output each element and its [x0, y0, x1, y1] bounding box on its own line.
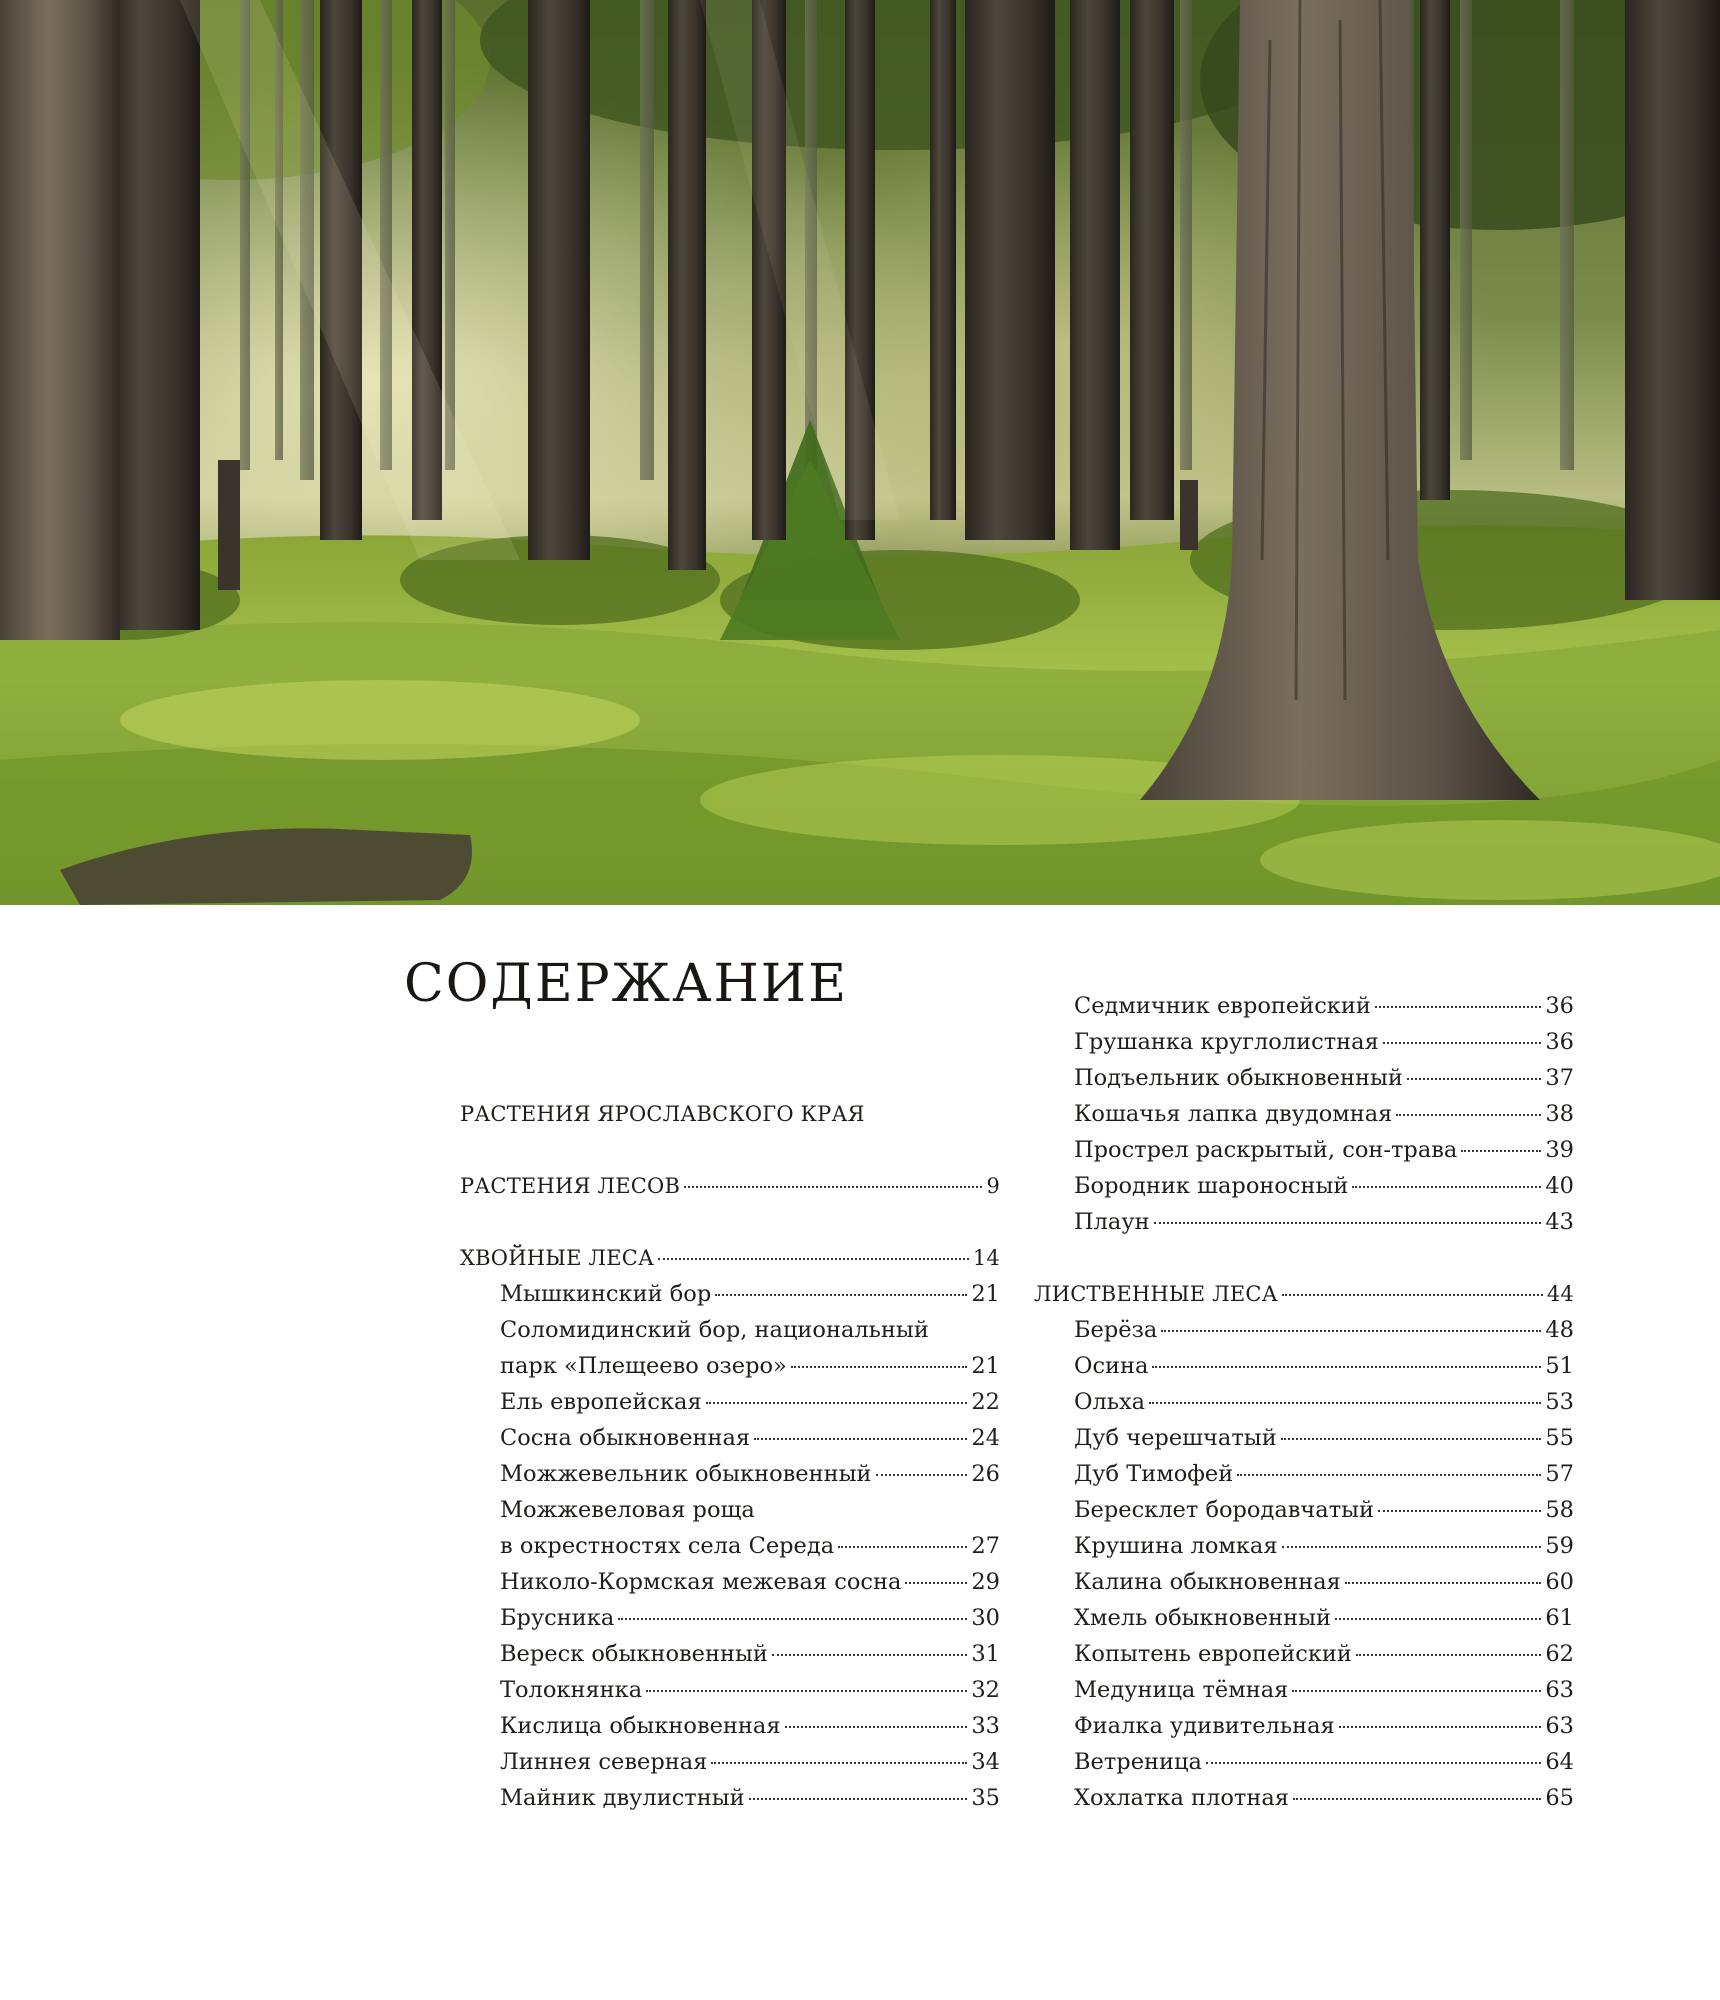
toc-entry-label: Брусника	[500, 1605, 615, 1631]
toc-dot-leader	[1352, 1186, 1541, 1188]
toc-dot-leader	[1282, 1294, 1543, 1296]
toc-section-entry[interactable]	[460, 1168, 1000, 1204]
toc-entry-label: Бересклет бородавчатый	[1074, 1497, 1375, 1523]
toc-page-number: 38	[1545, 1101, 1574, 1127]
toc-dot-leader	[1281, 1438, 1542, 1440]
toc-entry[interactable]	[1034, 1456, 1574, 1492]
toc-page-number: 65	[1545, 1785, 1574, 1811]
toc-entry-label: Фиалка удивительная	[1074, 1713, 1335, 1739]
toc-entry[interactable]	[1034, 1492, 1574, 1528]
toc-dot-leader	[772, 1654, 967, 1656]
toc-dot-leader	[838, 1546, 967, 1548]
toc-dot-leader	[1206, 1762, 1541, 1764]
toc-spacer	[1034, 1240, 1574, 1276]
toc-dot-leader	[1152, 1366, 1541, 1368]
toc-page-number: 30	[971, 1605, 1000, 1631]
toc-entry[interactable]	[1034, 1564, 1574, 1600]
forest-photo	[0, 0, 1720, 905]
toc-entry[interactable]	[460, 1708, 1000, 1744]
forest-illustration	[0, 0, 1720, 905]
toc-page-number: 63	[1545, 1677, 1574, 1703]
toc-left-column	[460, 1096, 1000, 1816]
toc-dot-leader	[791, 1366, 968, 1368]
toc-entry[interactable]	[460, 1744, 1000, 1780]
toc-entry-label: Ольха	[1074, 1389, 1146, 1415]
toc-entry[interactable]	[1034, 1384, 1574, 1420]
toc-dot-leader	[1237, 1474, 1541, 1476]
toc-entry-label: Линнея северная	[500, 1749, 708, 1775]
toc-dot-leader	[749, 1798, 968, 1800]
toc-entry[interactable]	[460, 1672, 1000, 1708]
toc-entry[interactable]	[1034, 1672, 1574, 1708]
toc-entry-label: Можжевельник обыкновенный	[500, 1461, 872, 1487]
toc-page-number: 29	[971, 1569, 1000, 1595]
toc-page-number: 21	[971, 1353, 1000, 1379]
toc-entry-label: Вереск обыкновенный	[500, 1641, 768, 1667]
toc-entry-label: Осина	[1074, 1353, 1149, 1379]
toc-page-number: 63	[1545, 1713, 1574, 1739]
toc-entry-label: ХВОЙНЫЕ ЛЕСА	[460, 1246, 655, 1270]
toc-entry[interactable]	[1034, 1348, 1574, 1384]
toc-entry-label: Можжевеловая роща	[500, 1497, 755, 1523]
toc-page-number: 60	[1545, 1569, 1574, 1595]
toc-entry[interactable]	[1034, 1600, 1574, 1636]
toc-dot-leader	[1335, 1618, 1541, 1620]
toc-dot-leader	[905, 1582, 967, 1584]
toc-entry-label: Подъельник обыкновенный	[1074, 1065, 1403, 1091]
toc-entry-label: Хмель обыкновенный	[1074, 1605, 1332, 1631]
toc-entry-label: Соломидинский бор, национальный	[500, 1317, 929, 1343]
toc-entry-label: ЛИСТВЕННЫЕ ЛЕСА	[1034, 1282, 1278, 1306]
toc-page-number: 43	[1545, 1209, 1574, 1235]
toc-section-entry[interactable]	[460, 1240, 1000, 1276]
toc-entry-label: Берёза	[1074, 1317, 1158, 1343]
toc-dot-leader	[1356, 1654, 1541, 1656]
toc-entry[interactable]	[460, 1420, 1000, 1456]
toc-entry[interactable]	[460, 1456, 1000, 1492]
toc-dot-leader	[1154, 1222, 1542, 1224]
toc-entry-label: Николо-Кормская межевая сосна	[500, 1569, 902, 1595]
toc-dot-leader	[618, 1618, 967, 1620]
toc-dot-leader	[876, 1474, 968, 1476]
toc-section-entry[interactable]	[1034, 1276, 1574, 1312]
toc-page-number: 9	[986, 1174, 1000, 1198]
toc-dot-leader	[646, 1690, 967, 1692]
toc-dot-leader	[1161, 1330, 1541, 1332]
toc-dot-leader	[1282, 1546, 1542, 1548]
toc-dot-leader	[684, 1186, 982, 1188]
toc-page-number: 40	[1545, 1173, 1574, 1199]
toc-entry[interactable]	[1034, 1708, 1574, 1744]
toc-dot-leader	[711, 1762, 967, 1764]
toc-entry-label: РАСТЕНИЯ ЛЕСОВ	[460, 1174, 681, 1198]
toc-page-number: 51	[1545, 1353, 1574, 1379]
toc-entry-label: Бородник шароносный	[1074, 1173, 1349, 1199]
toc-dot-leader	[1345, 1582, 1541, 1584]
toc-entry-label: Мышкинский бор	[500, 1281, 712, 1307]
toc-entry-label: Прострел раскрытый, сон-трава	[1074, 1137, 1458, 1163]
toc-dot-leader	[1293, 1798, 1541, 1800]
toc-page-number: 53	[1545, 1389, 1574, 1415]
toc-entry[interactable]	[1034, 988, 1574, 1024]
toc-entry[interactable]	[1034, 1312, 1574, 1348]
toc-page-number: 34	[971, 1749, 1000, 1775]
toc-page-number: 35	[971, 1785, 1000, 1811]
toc-dot-leader	[1375, 1006, 1541, 1008]
toc-entry-label: Дуб Тимофей	[1074, 1461, 1234, 1487]
toc-entry-label: Калина обыкновенная	[1074, 1569, 1341, 1595]
toc-entry-label: парк «Плещеево озеро»	[500, 1353, 787, 1379]
toc-entry[interactable]	[460, 1564, 1000, 1600]
toc-spacer	[460, 1132, 1000, 1168]
toc-entry[interactable]	[1034, 1636, 1574, 1672]
toc-page-number: 64	[1545, 1749, 1574, 1775]
toc-dot-leader	[1292, 1690, 1541, 1692]
toc-page-number: 61	[1545, 1605, 1574, 1631]
toc-dot-leader	[658, 1258, 969, 1260]
toc-dot-leader	[1461, 1150, 1541, 1152]
toc-entry[interactable]	[460, 1312, 1000, 1348]
toc-dot-leader	[1378, 1510, 1541, 1512]
toc-entry-label: Крушина ломкая	[1074, 1533, 1278, 1559]
toc-dot-leader	[1383, 1042, 1542, 1044]
toc-page-number: 59	[1545, 1533, 1574, 1559]
toc-entry-label: Седмичник европейский	[1074, 993, 1371, 1019]
toc-entry[interactable]	[1034, 1528, 1574, 1564]
toc-entry[interactable]	[1034, 1744, 1574, 1780]
toc-page-number: 37	[1545, 1065, 1574, 1091]
toc-entry-label: Ель европейская	[500, 1389, 702, 1415]
toc-dot-leader	[1396, 1114, 1541, 1116]
toc-entry[interactable]	[460, 1276, 1000, 1312]
toc-page-number: 36	[1545, 993, 1574, 1019]
toc-entry-label: Майник двулистный	[500, 1785, 745, 1811]
toc-entry[interactable]	[460, 1636, 1000, 1672]
toc-right-column	[1034, 988, 1574, 1816]
toc-page-number: 57	[1545, 1461, 1574, 1487]
toc-page-number: 36	[1545, 1029, 1574, 1055]
toc-page-number: 21	[971, 1281, 1000, 1307]
toc-entry[interactable]	[1034, 1096, 1574, 1132]
toc-dot-leader	[754, 1438, 967, 1440]
toc-page-number: 48	[1545, 1317, 1574, 1343]
toc-page-number: 31	[971, 1641, 1000, 1667]
toc-entry[interactable]	[460, 1348, 1000, 1384]
toc-dot-leader	[706, 1402, 968, 1404]
toc-entry[interactable]	[1034, 1420, 1574, 1456]
toc-entry[interactable]	[460, 1384, 1000, 1420]
toc-entry-label: Толокнянка	[500, 1677, 643, 1703]
toc-page-number: 44	[1546, 1282, 1574, 1306]
toc-entry[interactable]	[460, 1528, 1000, 1564]
toc-entry[interactable]	[1034, 1132, 1574, 1168]
toc-entry[interactable]	[460, 1600, 1000, 1636]
toc-page-number: 14	[972, 1246, 1000, 1270]
toc-dot-leader	[1339, 1726, 1542, 1728]
toc-entry-label: Копытень европейский	[1074, 1641, 1352, 1667]
toc-dot-leader	[1407, 1078, 1541, 1080]
toc-page-number: 39	[1545, 1137, 1574, 1163]
toc-page-number: 32	[971, 1677, 1000, 1703]
toc-entry-label: Хохлатка плотная	[1074, 1785, 1289, 1811]
toc-entry-label: Кислица обыкновенная	[500, 1713, 781, 1739]
toc-entry-label: Кошачья лапка двудомная	[1074, 1101, 1393, 1127]
toc-dot-leader	[1149, 1402, 1541, 1404]
toc-spacer	[460, 1204, 1000, 1240]
toc-entry[interactable]	[460, 1492, 1000, 1528]
toc-dot-leader	[715, 1294, 967, 1296]
toc-entry[interactable]	[1034, 1024, 1574, 1060]
toc-page-number: 62	[1545, 1641, 1574, 1667]
toc-page-number: 26	[971, 1461, 1000, 1487]
toc-entry[interactable]	[1034, 1168, 1574, 1204]
toc-page-number: 27	[971, 1533, 1000, 1559]
toc-entry[interactable]	[460, 1780, 1000, 1816]
toc-entry-label: Грушанка круглолистная	[1074, 1029, 1379, 1055]
toc-entry-label: Сосна обыкновенная	[500, 1425, 751, 1451]
toc-section-entry[interactable]	[460, 1096, 1000, 1132]
toc-entry-label: Ветреница	[1074, 1749, 1202, 1775]
toc-entry-label: Дуб черешчатый	[1074, 1425, 1277, 1451]
toc-entry[interactable]	[1034, 1204, 1574, 1240]
toc-entry-label: Медуница тёмная	[1074, 1677, 1289, 1703]
toc-dot-leader	[785, 1726, 968, 1728]
toc-page-number: 58	[1545, 1497, 1574, 1523]
page-title: СОДЕРЖАНИЕ	[404, 954, 849, 1014]
toc-entry-label: Плаун	[1074, 1209, 1150, 1235]
toc-entry[interactable]	[1034, 1780, 1574, 1816]
toc-page-number: 55	[1545, 1425, 1574, 1451]
toc-entry-label: в окрестностях села Середа	[500, 1533, 835, 1559]
toc-entry-label: РАСТЕНИЯ ЯРОСЛАВСКОГО КРАЯ	[460, 1102, 865, 1126]
toc-page-number: 33	[971, 1713, 1000, 1739]
toc-entry[interactable]	[1034, 1060, 1574, 1096]
toc-page-number: 22	[971, 1389, 1000, 1415]
toc-page-number: 24	[971, 1425, 1000, 1451]
